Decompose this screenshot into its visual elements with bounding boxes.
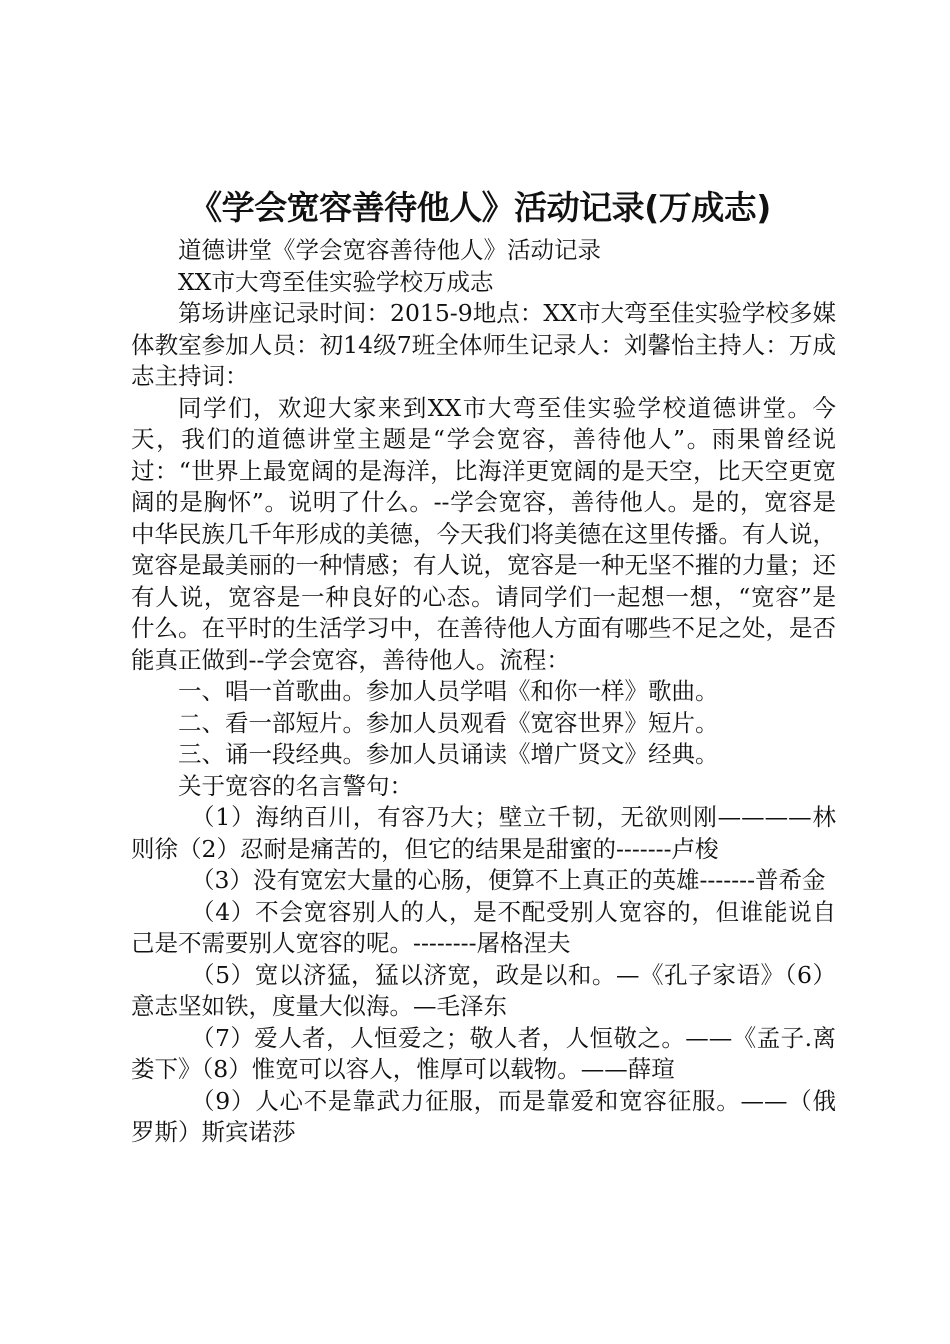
quotes-heading: 关于宽容的名言警句： [178,771,413,800]
quote-paragraph: （3）没有宽宏大量的心肠，便算不上真正的英雄-------普希金 [191,866,826,894]
quote-paragraph: （9）人心不是靠武力征服，而是靠爱和宽容征服。——（俄罗斯）斯宾诺莎 [131,1086,836,1146]
procedure-step-3: 三、诵一段经典。参加人员诵读《增广贤文》经典。 [178,740,719,768]
quote-paragraph: （4）不会宽容别人的人，是不配受别人宽容的，但谁能说自己是不需要别人宽容的呢。--------屠格涅夫 [131,897,836,957]
quote-paragraph: （7）爱人者，人恒爱之；敬人者，人恒敬之。——《孟子.离娄下》（8）惟宽可以容人，惟厚可以载物。——薛瑄 [131,1023,836,1083]
quote-paragraph: （1）海纳百川，有容乃大；壁立千韧，无欲则刚————林则徐（2）忍耐是痛苦的，但它的结果是甜蜜的-------卢梭 [131,803,836,863]
author-paragraph: XX市大弯至佳实验学校万成志 [178,267,494,296]
host-speech-paragraph: 同学们，欢迎大家来到XX市大弯至佳实验学校道德讲堂。今天，我们的道德讲堂主题是“学会宽容，善待他人”。雨果曾经说过：“世界上最宽阔的是海洋，比海洋更宽阔的是天空，比天空更宽阔的是胸怀”。说明了什么。--学会宽容，善待他人。是的，宽容是中华民族几千年形成的美德，今天我们将美德在这里传播。有人说，宽容是最美丽的一种情感；有人说，宽容是一种无坚不摧的力量；还有人说，宽容是一种良好的心态。请同学们一起想一想，“宽容”是什么。在平时的生活学习中，在善待他人方面有哪些不足之处，是否能真正做到--学会宽容，善待他人。流程： [131,393,836,674]
subtitle-paragraph: 道德讲堂《学会宽容善待他人》活动记录 [178,236,601,264]
quote-paragraph: （5）宽以济猛，猛以济宽，政是以和。—《孔子家语》（6）意志坚如铁，度量大似海。—毛泽东 [131,960,836,1020]
document-body [131,235,836,1149]
procedure-step-2: 二、看一部短片。参加人员观看《宽容世界》短片。 [178,708,719,737]
document-title: 《学会宽容善待他人》活动记录(万成志) [189,188,771,227]
procedure-step-1: 一、唱一首歌曲。参加人员学唱《和你一样》歌曲。 [178,677,719,705]
record-info-paragraph: 第场讲座记录时间：2015-9地点：XX市大弯至佳实验学校多媒体教室参加人员：初14级7班全体师生记录人：刘馨怡主持人：万成志主持词： [131,299,836,390]
